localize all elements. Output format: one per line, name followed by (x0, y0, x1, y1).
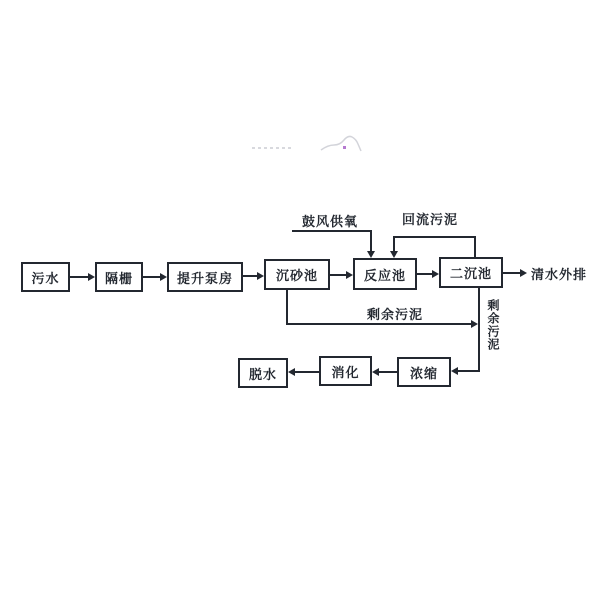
edge-excess-sludge-drop (286, 290, 288, 324)
label-return-sludge: 回流污泥 (402, 213, 459, 228)
edge-digestion-to-dewatering (295, 371, 319, 373)
arrowhead-blast-oxygen (367, 251, 375, 258)
node-digestion: 消化 (319, 356, 372, 386)
node-lift-pump: 提升泵房 (167, 262, 243, 292)
arrowhead-excess-sludge-h (471, 320, 478, 328)
node-secondary-tank: 二沉池 (439, 257, 503, 288)
arrowhead-reaction-secondary (432, 270, 439, 278)
edge-blast-oxygen-h (292, 230, 372, 232)
node-thickening: 浓缩 (397, 357, 451, 387)
arrowhead-to-thickening (451, 367, 458, 375)
arrowhead-digestion-dewatering (288, 368, 295, 376)
label-excess-sludge-h: 剩余污泥 (367, 308, 424, 323)
arrowhead-liftpump-grit (257, 272, 264, 280)
edge-thickening-to-digestion (379, 371, 397, 373)
arrowhead-sewage-screen (88, 273, 95, 281)
node-reaction-tank: 反应池 (353, 258, 417, 290)
node-dewatering: 脱水 (238, 358, 288, 388)
edge-return-sludge-down (393, 236, 395, 252)
arrowhead-grit-reaction (346, 271, 353, 279)
edge-return-sludge-up (474, 236, 476, 257)
label-excess-sludge-v: 剩余污泥 (486, 299, 500, 351)
edge-excess-sludge-h (286, 323, 473, 325)
arrowhead-screen-liftpump (160, 273, 167, 281)
label-clean-water-outfall: 清水外排 (531, 268, 588, 283)
watermark-purple-dot (343, 146, 346, 149)
edge-secondary-sludge-v (478, 288, 480, 372)
node-grit-chamber: 沉砂池 (264, 259, 330, 290)
node-screen: 隔栅 (95, 262, 143, 292)
arrowhead-secondary-outfall (520, 269, 527, 277)
label-blast-oxygen: 鼓风供氧 (302, 215, 359, 230)
edge-return-sludge-h (393, 236, 476, 238)
watermark-smudge-curve (320, 132, 364, 154)
edge-secondary-sludge-h (458, 370, 480, 372)
arrowhead-thickening-digestion (372, 368, 379, 376)
edge-blast-oxygen-v (370, 230, 372, 252)
node-sewage: 污水 (21, 262, 70, 292)
edge-sewage-to-screen (70, 276, 90, 278)
watermark-smudge-dots (252, 147, 292, 149)
arrowhead-return-sludge (390, 251, 398, 258)
